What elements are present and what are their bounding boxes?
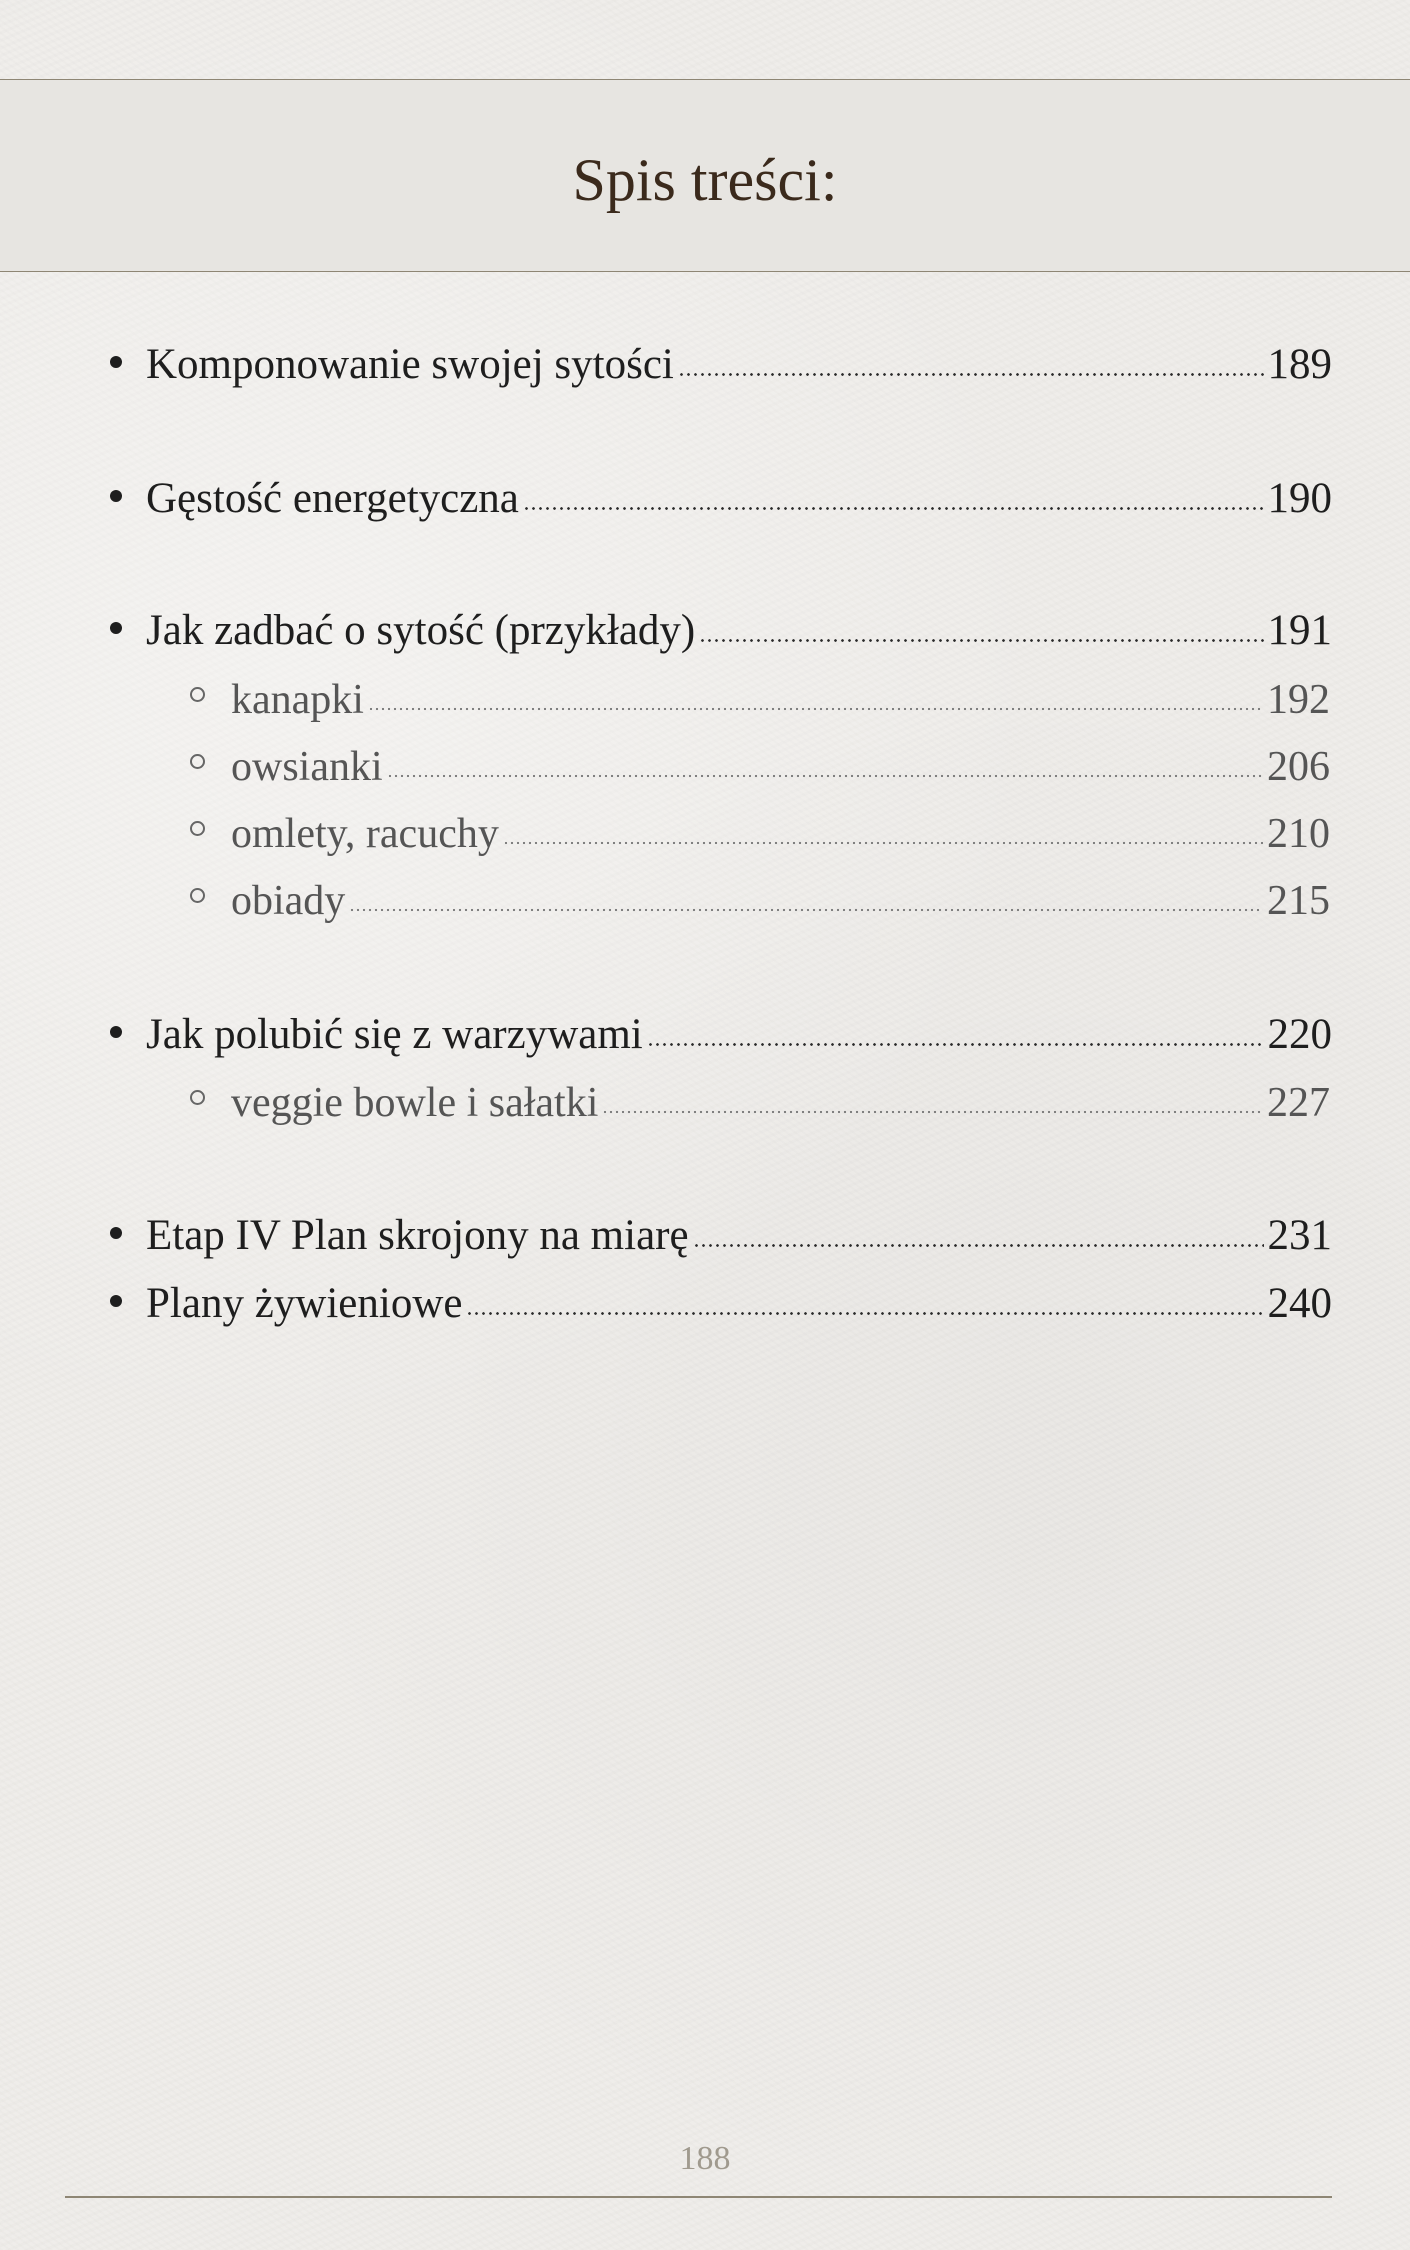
toc-entry[interactable] — [110, 606, 1332, 655]
dot-leader — [678, 367, 1264, 381]
toc-entry[interactable] — [110, 340, 1332, 389]
hollow-bullet-icon — [190, 754, 205, 769]
dot-leader — [466, 1306, 1263, 1320]
toc-entry[interactable] — [110, 474, 1332, 523]
page-title: Spis treści: — [572, 147, 838, 213]
bullet-icon — [110, 1026, 122, 1038]
toc-entry-page: 191 — [1267, 607, 1332, 654]
dot-leader — [349, 903, 1263, 917]
toc-subentry[interactable] — [190, 743, 1330, 791]
toc-subentry-page: 215 — [1267, 878, 1330, 924]
toc-subentry[interactable] — [190, 1079, 1330, 1127]
toc-subentry-label: omlety, racuchy — [231, 811, 499, 857]
dot-leader — [699, 633, 1263, 647]
toc-subentry[interactable] — [190, 877, 1330, 925]
toc-subentry-page: 227 — [1267, 1080, 1330, 1126]
bullet-icon — [110, 356, 122, 368]
toc-subentry-label: veggie bowle i sałatki — [231, 1080, 599, 1126]
dot-leader — [503, 836, 1263, 850]
bullet-icon — [110, 490, 122, 502]
toc-subentry-label: obiady — [231, 878, 346, 924]
toc-entry[interactable] — [110, 1279, 1332, 1328]
toc-entry-page: 190 — [1267, 475, 1332, 522]
hollow-bullet-icon — [190, 687, 205, 702]
bullet-icon — [110, 622, 122, 634]
dot-leader — [387, 769, 1263, 783]
toc-entry-page: 189 — [1267, 341, 1332, 388]
toc-subentry-page: 192 — [1267, 677, 1330, 723]
hollow-bullet-icon — [190, 1090, 205, 1105]
toc-subentry-page: 206 — [1267, 744, 1330, 790]
dot-leader — [602, 1105, 1263, 1119]
toc-entry-page: 231 — [1267, 1212, 1332, 1259]
dot-leader — [523, 501, 1264, 515]
footer-divider — [65, 2196, 1332, 2198]
hollow-bullet-icon — [190, 888, 205, 903]
toc-subentry-label: kanapki — [231, 677, 364, 723]
toc-entry-label: Jak polubić się z warzywami — [146, 1011, 643, 1058]
toc-entry-label: Plany żywieniowe — [146, 1280, 463, 1327]
toc-subentry[interactable] — [190, 810, 1330, 858]
toc-entry-label: Etap IV Plan skrojony na miarę — [146, 1212, 689, 1259]
toc-entry-label: Gęstość energetyczna — [146, 475, 519, 522]
toc-subentry-page: 210 — [1267, 811, 1330, 857]
toc-entry-page: 240 — [1267, 1280, 1332, 1327]
toc-entry-page: 220 — [1267, 1011, 1332, 1058]
toc-entry-label: Komponowanie swojej sytości — [146, 341, 674, 388]
toc-subentry[interactable] — [190, 676, 1330, 724]
page-number: 188 — [679, 2140, 731, 2177]
toc-entry[interactable] — [110, 1010, 1332, 1059]
bullet-icon — [110, 1295, 122, 1307]
toc-subentry-label: owsianki — [231, 744, 383, 790]
hollow-bullet-icon — [190, 821, 205, 836]
dot-leader — [693, 1238, 1264, 1252]
dot-leader — [647, 1037, 1264, 1051]
dot-leader — [368, 702, 1263, 716]
bullet-icon — [110, 1227, 122, 1239]
toc-entry[interactable] — [110, 1211, 1332, 1260]
toc-entry-label: Jak zadbać o sytość (przykłady) — [146, 607, 696, 654]
